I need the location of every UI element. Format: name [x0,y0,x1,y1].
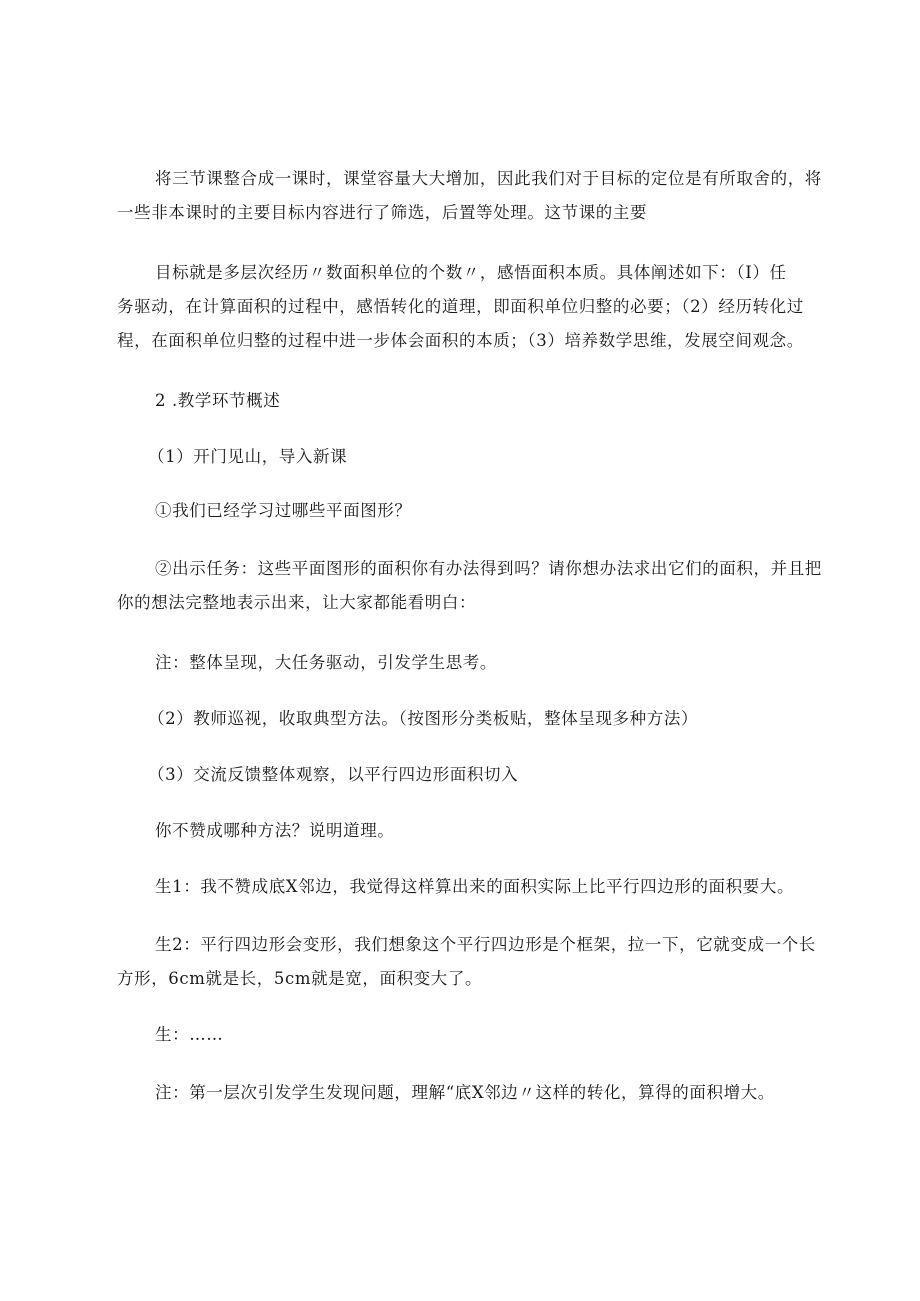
subsection-2-heading: （2）教师巡视，收取典型方法。（按图形分类板贴，整体呈现多种方法） [148,709,699,728]
task-line-2: 你的想法完整地表示出来，让大家都能看明白： [117,593,477,612]
paragraph-2-line-2: 务驱动，在计算面积的过程中，感悟转化的道理，即面积单位归整的必要；（2）经历转化过 [117,297,804,316]
task-line-1: ②出示任务：这些平面图形的面积你有办法得到吗？请你想办法求出它们的面积，并且把 [155,559,822,578]
paragraph-1-line-1: 将三节课整合成一课时，课堂容量大大增加，因此我们对于目标的定位是有所取舍的，将 [155,169,822,188]
note-2: 注：第一层次引发学生发现问题，理解“底X邻边〃这样的转化，算得的面积增大。 [155,1083,775,1102]
paragraph-1-line-2: 一些非本课时的主要目标内容进行了筛选，后置等处理。这节课的主要 [117,203,648,222]
paragraph-2-line-1: 目标就是多层次经历〃数面积单位的个数〃，感悟面积本质。具体阐述如下：（I）任 [155,263,787,282]
question-2: 你不赞成哪种方法？说明道理。 [155,821,395,840]
subsection-3-heading: （3）交流反馈整体观察，以平行四边形面积切入 [148,765,519,784]
student-2-answer-line-2: 方形，6cm就是长，5cm就是宽，面积变大了。 [117,969,483,988]
student-2-answer-line-1: 生2：平行四边形会变形，我们想象这个平行四边形是个框架，拉一下，它就变成一个长 [155,935,816,954]
student-ellipsis: 生：…… [155,1025,224,1044]
section-heading: 2 .教学环节概述 [155,391,281,410]
student-1-answer: 生1：我不赞成底X邻边，我觉得这样算出来的面积实际上比平行四边形的面积要大。 [155,877,795,896]
question-1: ①我们已经学习过哪些平面图形？ [155,501,412,520]
note-1: 注：整体呈现，大任务驱动，引发学生思考。 [155,653,497,672]
subsection-1-heading: （1）开门见山，导入新课 [148,447,348,466]
paragraph-2-line-3: 程，在面积单位归整的过程中进一步体会面积的本质；（3）培养数学思维，发展空间观念。 [117,331,804,350]
